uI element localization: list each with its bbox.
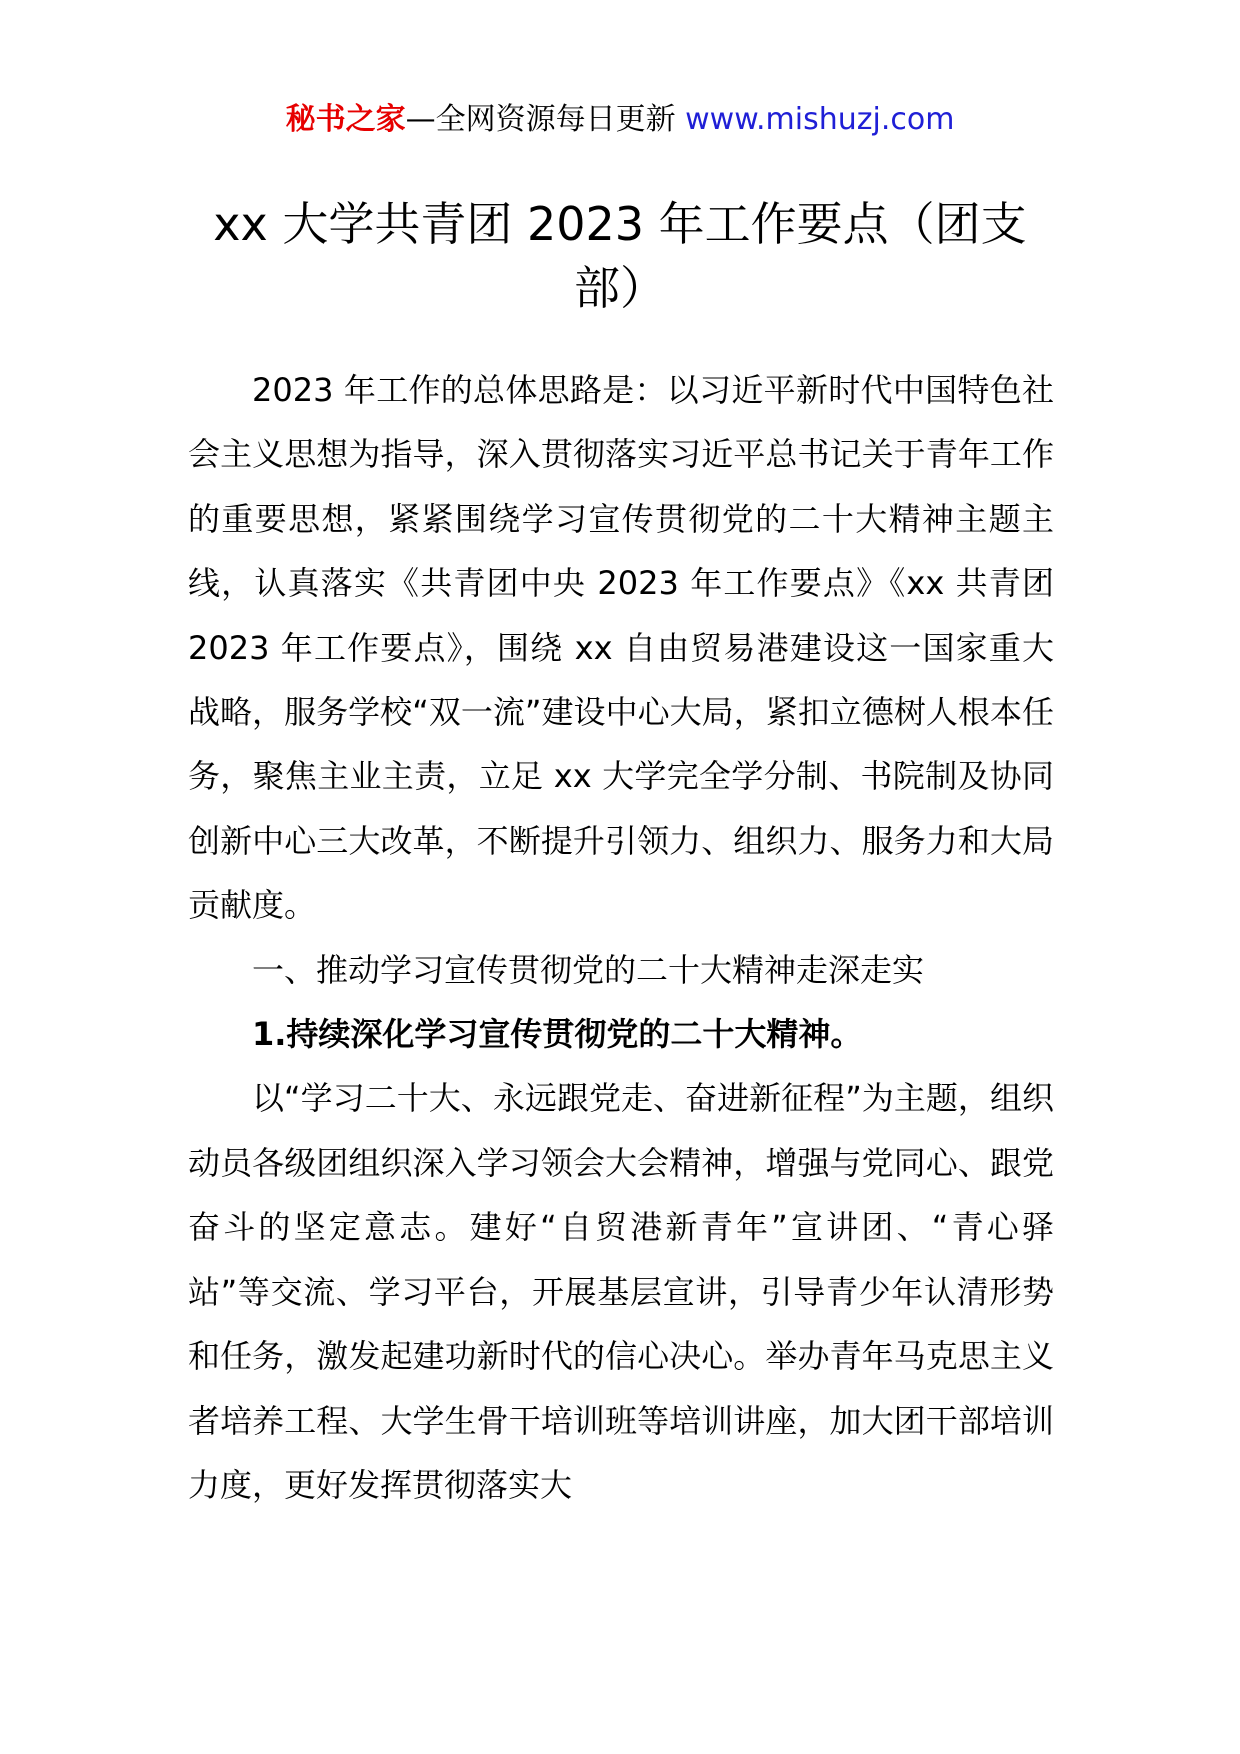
section-paragraph: 以“学习二十大、永远跟党走、奋进新征程”为主题，组织动员各级团组织深入学习领会大会精神，增强与党同心、跟党奋斗的坚定意志。建好“自贸港新青年”宣讲团、“青心驿站”等交流、学习平台，开展基层宣讲，引导青少年认清形势和任务，激发起建功新时代的信心决心。举办青年马克思主义者培养工程、大学生骨干培训班等培训讲座，加大团干部培训力度，更好发挥贯彻落实大 [188, 1079, 1054, 1504]
document-title: xx 大学共青团 2023 年工作要点（团支部） [213, 197, 1027, 315]
site-url-link[interactable]: www.mishuzj.com [685, 102, 955, 137]
intro-paragraph: 2023 年工作的总体思路是：以习近平新时代中国特色社会主义思想为指导，深入贯彻落实习近平总书记关于青年工作的重要思想，紧紧围绕学习宣传贯彻党的二十大精神主题主线，认真落实《共青团中央 2023 年工作要点》《xx 共青团 2023 年工作要点》，围绕 xx 自由贸易港建设这一国家重大战略，服务学校“双一流”建设中心大局，紧扣立德树人根本任务，聚焦主业主责，立足 xx 大学完全学分制、书院制及协同创新中心三大改革，不断提升引领力、组织力、服务力和大局贡献度。 [188, 371, 1054, 925]
brand-name: 秘书之家 [285, 102, 406, 137]
section-heading: 一、推动学习宣传贯彻党的二十大精神走深走实 [252, 950, 925, 989]
header-tagline: —全网资源每日更新 [405, 102, 686, 137]
watermark-header [0, 100, 1240, 140]
document-body [188, 358, 1054, 1517]
subsection-heading: 1.持续深化学习宣传贯彻党的二十大精神。 [252, 1015, 863, 1054]
